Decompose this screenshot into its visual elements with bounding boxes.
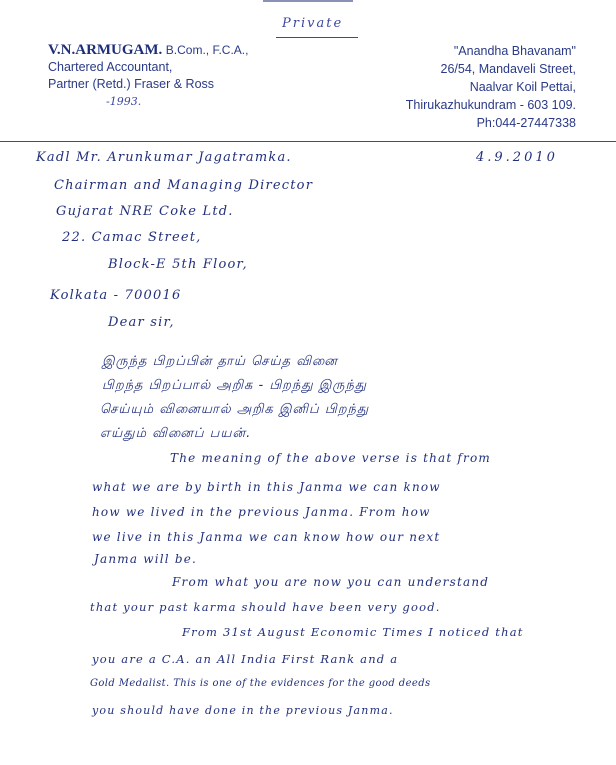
recipient-line-6: Kolkata - 700016 <box>50 288 182 303</box>
letterhead-name-line <box>48 42 248 59</box>
body-line-9: you are a C.A. an All India First Rank and a <box>92 652 399 666</box>
body-line-11: you should have done in the previous Janma. <box>92 704 394 717</box>
address-line-3: Naalvar Koil Pettai, <box>469 80 576 94</box>
body-line-3: how we lived in the previous Janma. From how <box>92 505 431 519</box>
address-line-4: Thirukazhukundram - 603 109. <box>405 98 576 112</box>
tamil-verse-line-3: செய்யும் வினையால் அறிக இனிப் பிறந்து <box>100 402 370 417</box>
recipient-line-5: Block-E 5th Floor, <box>108 257 248 272</box>
salutation: Dear sir, <box>108 315 175 330</box>
body-line-8: From 31st August Economic Times I noticed that <box>182 625 524 639</box>
letterhead-left <box>48 42 248 93</box>
address-line-2: 26/54, Mandaveli Street, <box>440 62 576 76</box>
phone-number: Ph:044-27447338 <box>476 116 576 130</box>
letterhead-name: V.N.ARMUGAM. <box>48 42 163 58</box>
recipient-line-2: Chairman and Managing Director <box>54 178 314 193</box>
body-line-7: that your past karma should have been very good. <box>90 600 441 614</box>
tamil-verse-line-2: பிறந்த பிறப்பால் அறிக - பிறந்து இருந்து <box>102 378 368 393</box>
letter-date: 4.9.2010 <box>476 150 558 165</box>
recipient-line-4: 22. Camac Street, <box>62 230 202 245</box>
letterhead-qualifications: B.Com., F.C.A., <box>165 43 249 57</box>
top-edge-mark <box>263 0 353 2</box>
recipient-line-3: Gujarat NRE Coke Ltd. <box>56 204 234 219</box>
body-line-10: Gold Medalist. This is one of the evidences for the good deeds <box>90 678 431 689</box>
letterhead-divider <box>0 141 616 142</box>
letterhead-address <box>406 42 576 132</box>
body-line-6: From what you are now you can understand <box>172 575 490 589</box>
body-line-5: Janma will be. <box>94 552 198 566</box>
tamil-verse-line-1: இருந்த பிறப்பின் தாய் செய்த வினை <box>102 354 338 369</box>
retired-year-note: -1993. <box>106 95 142 108</box>
body-line-2: what we are by birth in this Janma we can know <box>92 480 441 494</box>
recipient-line-1: Kadl Mr. Arunkumar Jagatramka. <box>36 150 292 165</box>
body-line-1: The meaning of the above verse is that from <box>170 451 492 465</box>
private-note: Private <box>282 16 344 31</box>
letterhead-title-2: Partner (Retd.) Fraser & Ross <box>48 77 215 91</box>
private-underline <box>276 37 358 38</box>
body-line-4: we live in this Janma we can know how our next <box>92 530 441 544</box>
letterhead-title-1: Chartered Accountant, <box>48 60 173 74</box>
address-line-1: "Anandha Bhavanam" <box>453 44 576 58</box>
tamil-verse-line-4: எய்தும் வினைப் பயன். <box>100 426 252 441</box>
